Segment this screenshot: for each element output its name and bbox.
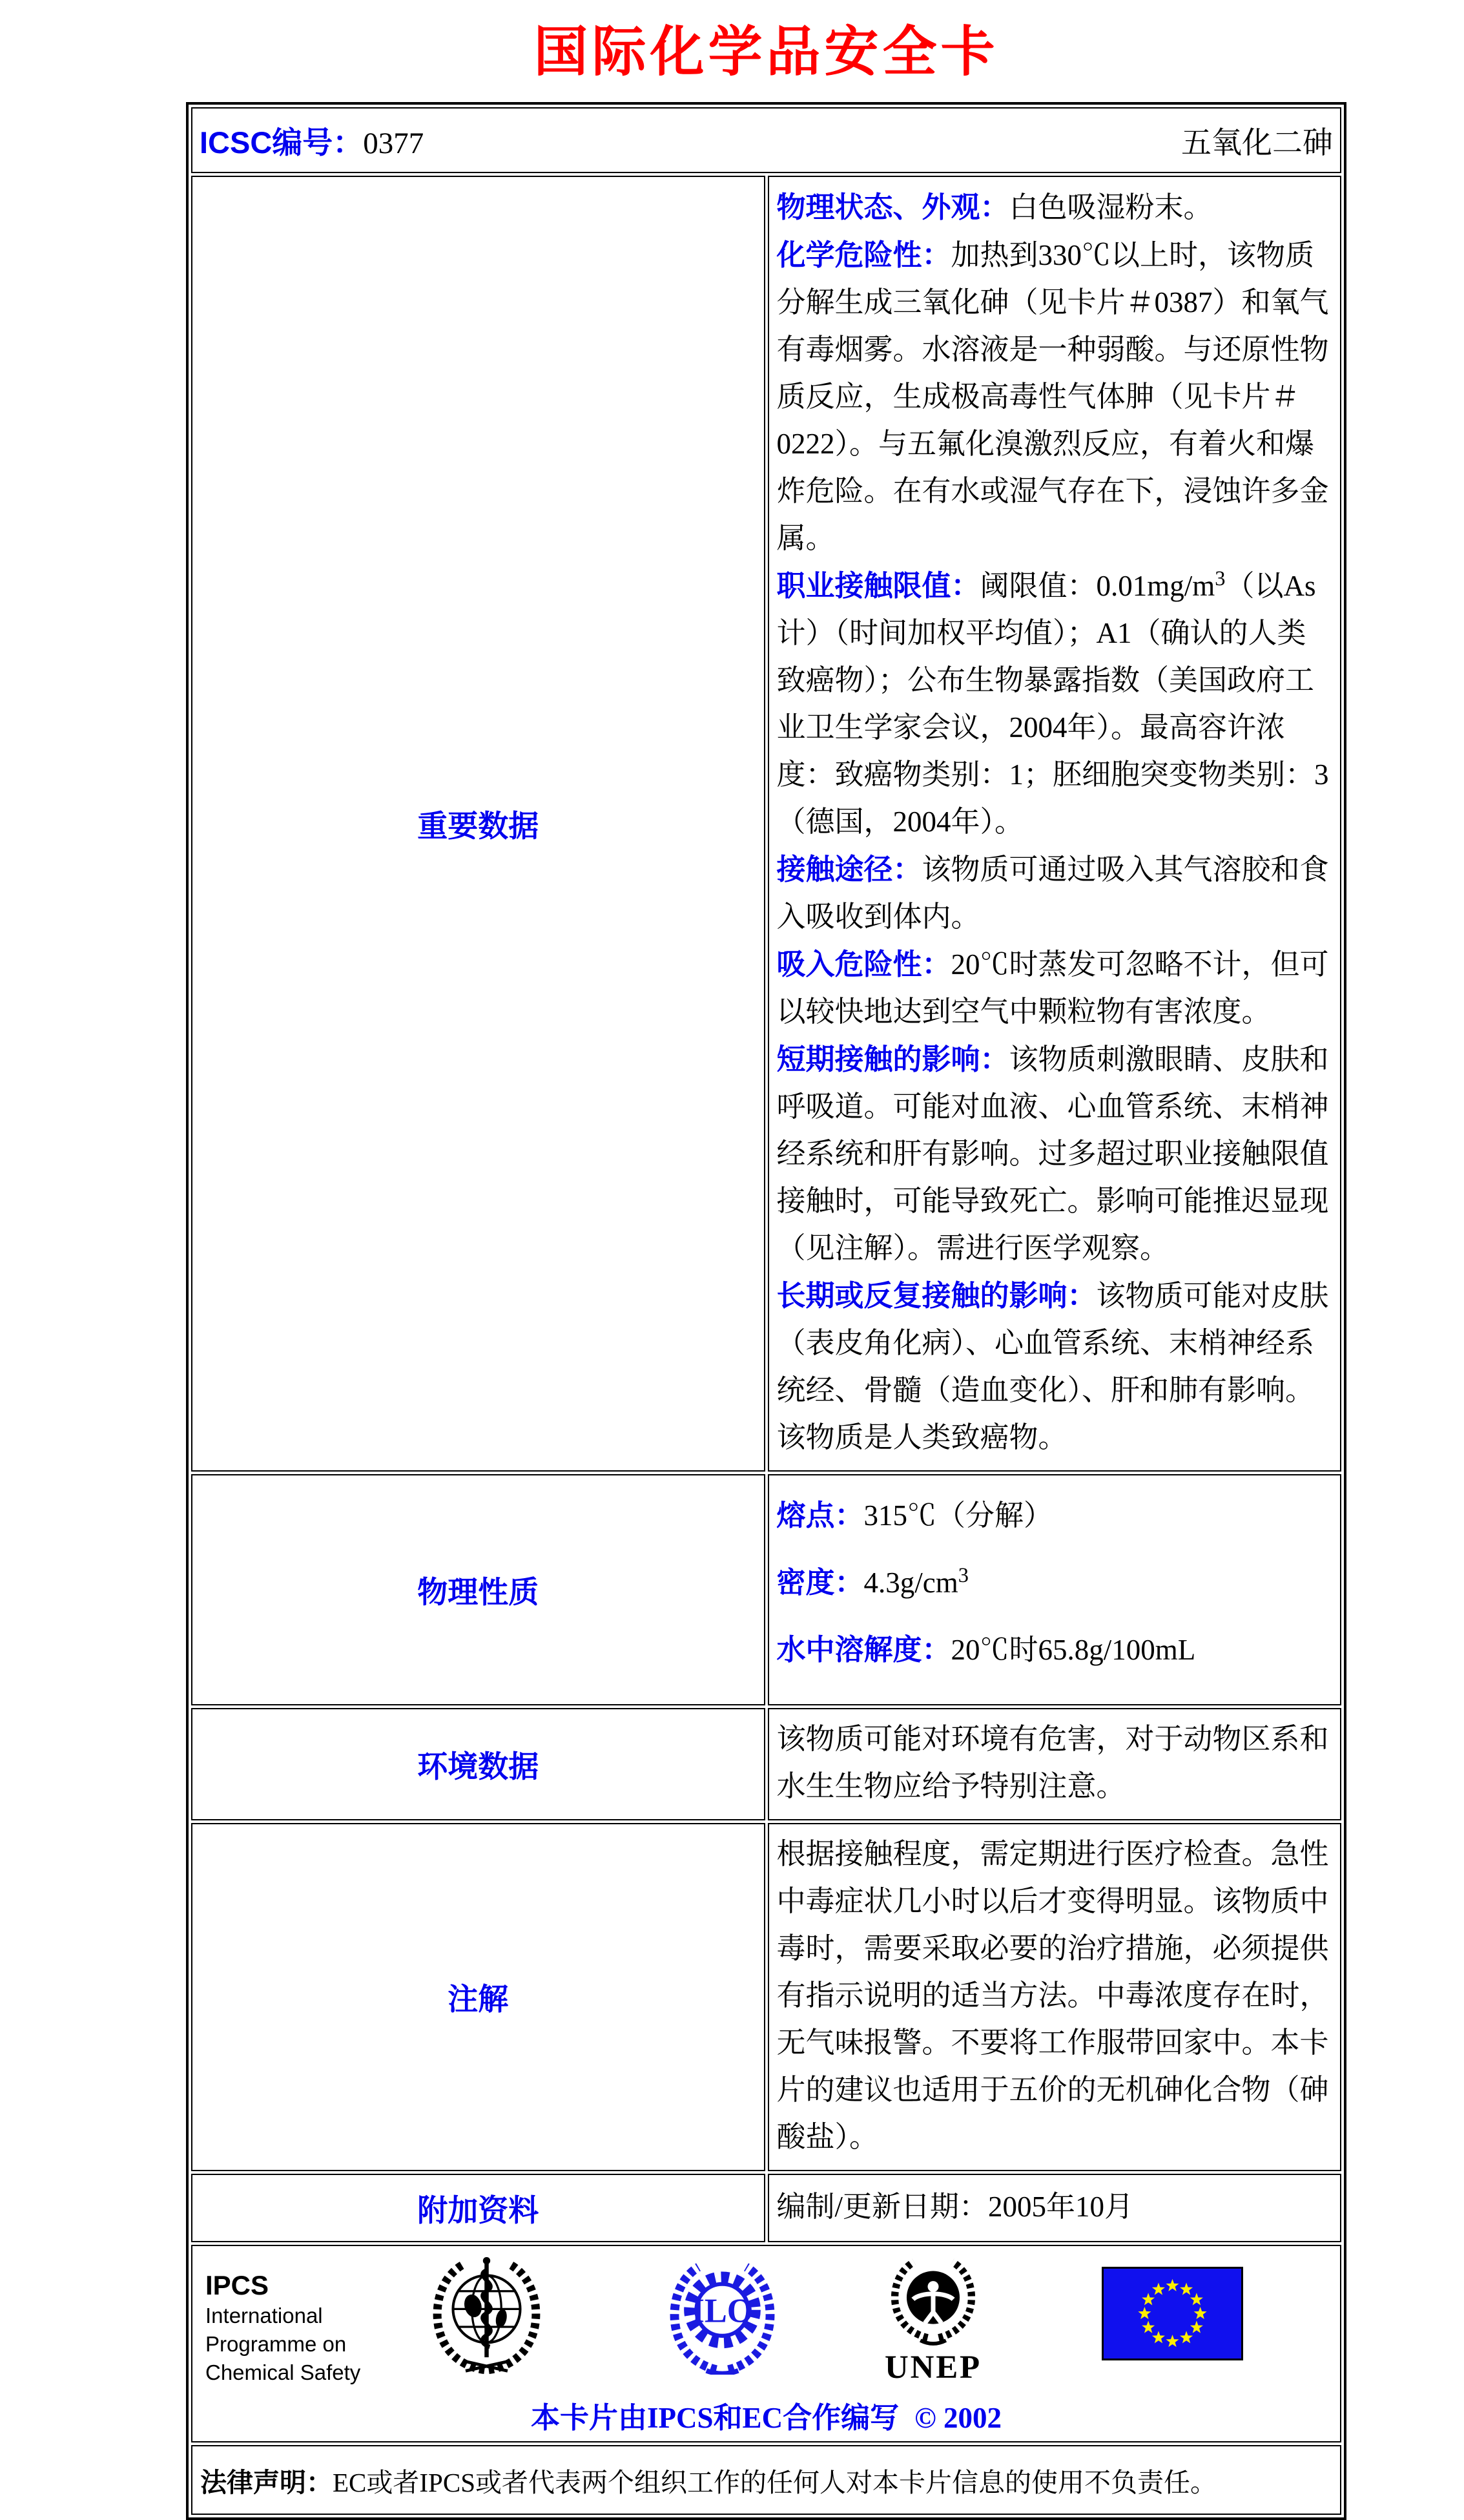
field-text: 阈限值：0.01mg/m bbox=[980, 570, 1215, 602]
section-label-physical: 物理性质 bbox=[191, 1474, 765, 1705]
ilo-letters: ILO bbox=[691, 2292, 754, 2330]
field-label: 熔点： bbox=[776, 1499, 864, 1532]
ipcs-line-3: Chemical Safety bbox=[205, 2360, 361, 2384]
legal-text: EC或者IPCS或者代表两个组织工作的任何人对本卡片信息的使用不负责任。 bbox=[333, 2467, 1217, 2497]
superscript: 3 bbox=[958, 1564, 969, 1587]
field-text: 20℃时蒸发可忽略不计，但可以较快地达到空气中颗粒物有害浓度。 bbox=[776, 948, 1329, 1028]
superscript: 3 bbox=[1215, 567, 1226, 590]
additional-info-row bbox=[191, 2174, 1341, 2242]
ilo-logo-icon bbox=[663, 2255, 782, 2375]
field-additional-text: 编制/更新日期：2005年10月 bbox=[776, 2190, 1134, 2223]
environmental-data-content bbox=[768, 1708, 1342, 1820]
field-text: 20℃时65.8g/100mL bbox=[951, 1634, 1196, 1666]
page-title: 国际化学品安全卡 bbox=[533, 21, 999, 82]
section-label-environment: 环境数据 bbox=[191, 1708, 765, 1820]
important-data-content bbox=[768, 176, 1342, 1472]
ipcs-acronym: IPCS bbox=[205, 2270, 269, 2300]
logos-row bbox=[191, 2245, 1341, 2442]
icsc-number: 0377 bbox=[363, 126, 424, 160]
physical-properties-content bbox=[768, 1474, 1342, 1705]
ipcs-wordmark bbox=[205, 2269, 360, 2387]
field-label: 吸入危险性： bbox=[776, 948, 951, 981]
substance-name: 五氧化二砷 bbox=[1181, 126, 1333, 160]
field-label: 接触途径： bbox=[776, 853, 922, 886]
additional-info-content bbox=[768, 2174, 1342, 2242]
field-text: 4.3g/cm bbox=[863, 1567, 958, 1599]
credit-text: 本卡片由IPCS和EC合作编写 bbox=[531, 2402, 900, 2434]
field-text: （以As计）（时间加权平均值）；A1（确认的人类致癌物）；公布生物暴露指数（美国政府工业卫生学家会议，2004年）。最高容许浓度：致癌物类别：1；胚细胞突变物类别：3（德国，2004年）。 bbox=[776, 570, 1329, 838]
field-text: 该物质可通过吸入其气溶胶和食入吸收到体内。 bbox=[776, 853, 1329, 933]
field-occupational-limits bbox=[777, 562, 1330, 846]
header-row bbox=[191, 107, 1341, 173]
notes-content bbox=[768, 1823, 1342, 2171]
field-melting-point bbox=[777, 1482, 1330, 1549]
copyright: © 2002 bbox=[914, 2402, 1002, 2434]
section-label-notes: 注解 bbox=[191, 1823, 765, 2171]
notes-row bbox=[191, 1823, 1341, 2171]
field-chemical-danger bbox=[777, 231, 1330, 562]
legal-row bbox=[191, 2445, 1341, 2515]
field-text: 该物质可能对皮肤（表皮角化病）、心血管系统、末梢神经系统经、骨髓（造血变化）、肝和肺有影响。该物质是人类致癌物。 bbox=[776, 1280, 1329, 1453]
who-logo-icon bbox=[424, 2251, 550, 2377]
ipcs-line-2: Programme on bbox=[205, 2332, 347, 2356]
field-label: 短期接触的影响： bbox=[776, 1043, 1009, 1076]
field-inhalation-risk bbox=[777, 941, 1330, 1036]
field-long-term-effects bbox=[777, 1272, 1330, 1461]
field-physical-state bbox=[777, 183, 1330, 231]
field-label: 长期或反复接触的影响： bbox=[776, 1279, 1097, 1312]
section-label-additional: 附加资料 bbox=[191, 2174, 765, 2242]
field-label: 化学危险性： bbox=[776, 238, 951, 271]
field-short-term-effects bbox=[777, 1036, 1330, 1272]
field-exposure-routes bbox=[777, 846, 1330, 941]
logos-cell bbox=[191, 2245, 1341, 2442]
unep-caption: UNEP bbox=[885, 2349, 982, 2386]
environmental-data-row bbox=[191, 1708, 1341, 1820]
field-label: 水中溶解度： bbox=[776, 1633, 951, 1666]
field-text: 315℃（分解） bbox=[863, 1499, 1053, 1532]
eu-flag-icon bbox=[1102, 2267, 1243, 2360]
important-data-row bbox=[191, 176, 1341, 1472]
credit-line bbox=[192, 2394, 1340, 2436]
field-density bbox=[777, 1549, 1330, 1616]
section-label-important: 重要数据 bbox=[191, 176, 765, 1472]
field-text: 加热到330℃以上时，该物质分解生成三氧化砷（见卡片＃0387）和氧气有毒烟雾。水溶液是一种弱酸。与还原性物质反应，生成极高毒性气体胂（见卡片＃0222）。与五氟化溴激烈反应，有着火和爆炸危险。在有水或湿气存在下，浸蚀许多金属。 bbox=[776, 239, 1329, 554]
field-label: 密度： bbox=[776, 1566, 864, 1599]
icsc-card-page bbox=[186, 0, 1346, 2520]
unep-logo-icon bbox=[878, 2250, 988, 2389]
field-environment-text: 该物质可能对环境有危害，对于动物区系和水生生物应给予特别注意。 bbox=[776, 1723, 1329, 1802]
legal-label: 法律声明： bbox=[200, 2467, 333, 2497]
field-label: 职业接触限值： bbox=[776, 569, 980, 602]
ipcs-line-1: International bbox=[205, 2304, 323, 2327]
physical-properties-row bbox=[191, 1474, 1341, 1705]
card-table bbox=[186, 102, 1346, 2520]
field-text: 该物质刺激眼睛、皮肤和呼吸道。可能对血液、心血管系统、末梢神经系统和肝有影响。过多超过职业接触限值接触时，可能导致死亡。影响可能推迟显现（见注解）。需进行医学观察。 bbox=[776, 1043, 1329, 1264]
icsc-number-label: ICSC编号： bbox=[200, 125, 364, 160]
field-notes-text: 根据接触程度，需定期进行医疗检查。急性中毒症状几小时以后才变得明显。该物质中毒时，需要采取必要的治疗措施，必须提供有指示说明的适当方法。中毒浓度存在时，无气味报警。不要将工作服带回家中。本卡片的建议也适用于五价的无机砷化合物（砷酸盐）。 bbox=[776, 1838, 1329, 2153]
field-text: 白色吸湿粉末。 bbox=[1009, 191, 1213, 224]
field-label: 物理状态、外观： bbox=[776, 191, 1009, 224]
legal-cell bbox=[191, 2445, 1341, 2515]
field-water-solubility bbox=[777, 1616, 1330, 1683]
